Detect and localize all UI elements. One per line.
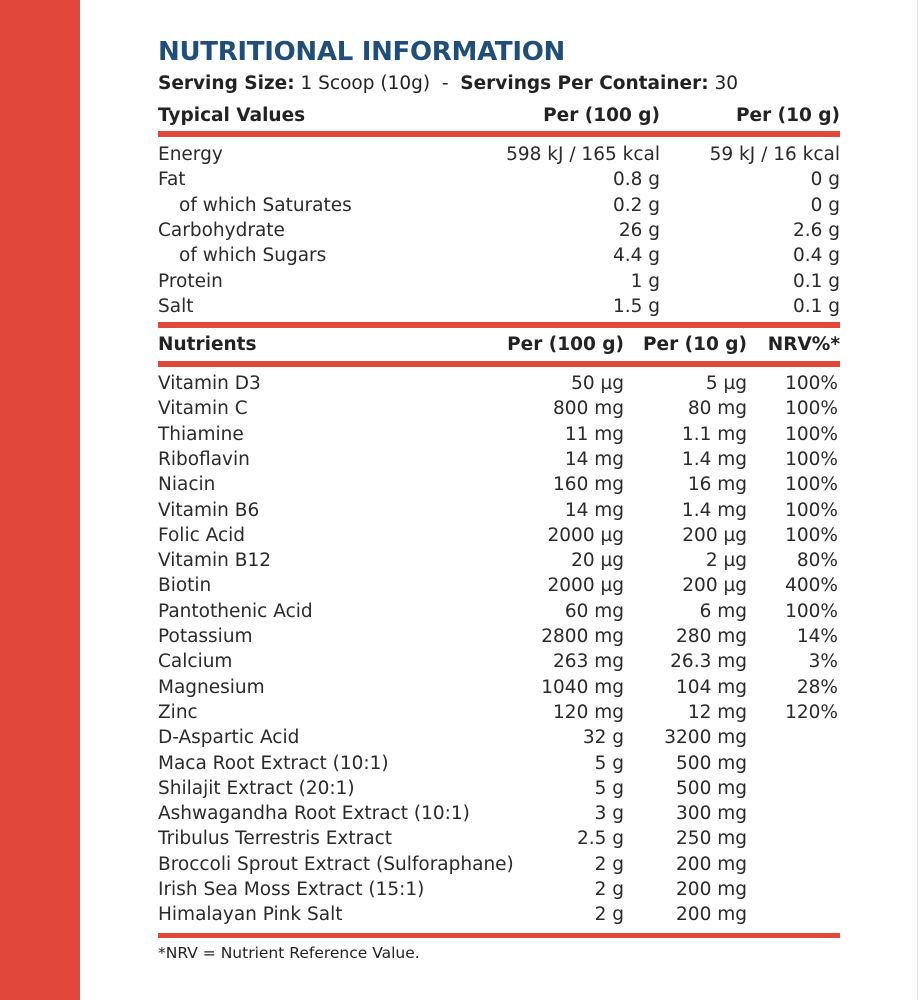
nrv-value: 100% [785,474,838,496]
nrv-value: 100% [785,373,838,394]
table-row [158,649,840,674]
nutrient-name: Irish Sea Moss Extract (15:1) [158,879,425,900]
serving-separator: - [441,73,449,94]
nrv-value: 100% [785,524,838,546]
per-10g-value: 280 mg [676,626,747,647]
nrv-footnote: *NRV = Nutrient Reference Value. [158,944,420,962]
table-row [158,422,840,447]
per-10g-value: 200 µg [682,524,747,546]
per-100g-value: 0.2 g [612,194,660,216]
per-10g-value: 26.3 mg [670,651,747,673]
per-10g-value: 0.4 g [792,245,840,267]
nrv-value: 28% [796,676,838,698]
typical-per-10g-heading: Per (10 g) [735,105,840,126]
nutrient-name: Protein [158,270,223,292]
per-10g-value: 1.1 mg [681,423,747,445]
table-row [158,472,840,497]
per-100g-value: 2800 mg [541,626,624,647]
table-row [158,167,840,192]
table-row [158,801,840,826]
per-10g-value: 59 kJ / 16 kcal [709,144,840,165]
per-100g-value: 120 mg [553,701,624,723]
nutrient-name: Shilajit Extract (20:1) [158,777,355,799]
table-row [158,193,840,218]
per-10g-value: 6 mg [699,600,747,622]
nrv-value: 100% [785,423,838,445]
nutrients-end-rule [158,933,840,938]
per-10g-value: 80 mg [687,398,747,420]
table-row [158,548,840,573]
per-100g-value: 1.5 g [612,295,660,317]
nutrient-name: Broccoli Sprout Extract (Sulforaphane) [158,853,514,875]
per-10g-value: 0 g [810,194,840,216]
table-row [158,523,840,548]
per-100g-value: 2 g [594,904,624,926]
nrv-value: 100% [785,600,838,622]
nutrients-header [158,331,840,359]
per-100g-value: 800 mg [553,398,624,420]
nutrient-name: Biotin [158,575,212,597]
per-100g-value: 50 µg [571,373,624,394]
serving-size-label: Serving Size: [158,73,295,94]
nutrients-per-10g-heading: Per (10 g) [642,334,747,355]
per-10g-value: 2 µg [705,550,747,572]
nutrient-name: Niacin [158,474,216,496]
table-row [158,371,840,396]
per-100g-value: 14 mg [564,499,624,521]
table-row [158,396,840,421]
nutrient-name: Folic Acid [158,524,246,546]
nutrient-name: Himalayan Pink Salt [158,904,343,926]
table-row [158,142,840,167]
table-row [158,218,840,243]
table-row [158,599,840,624]
per-100g-value: 11 mg [564,423,624,445]
per-10g-value: 0.1 g [792,295,840,317]
per-100g-value: 14 mg [564,448,624,470]
nrv-value: 14% [796,626,838,647]
table-row [158,498,840,523]
nutrient-name: Zinc [158,701,198,723]
nutrient-name: Magnesium [158,676,265,698]
nutrient-name: Vitamin B6 [158,499,260,521]
table-row [158,826,840,851]
page-title: NUTRITIONAL INFORMATION [158,37,565,67]
per-100g-value: 160 mg [553,474,624,496]
nutrient-name: Pantothenic Acid [158,600,313,622]
nrv-value: 400% [785,575,838,597]
nrv-value: 3% [808,651,838,673]
typical-values-heading: Typical Values [158,105,306,126]
per-100g-value: 5 g [594,752,624,774]
per-100g-value: 2000 µg [547,524,624,546]
red-side-band [0,0,80,1000]
per-100g-value: 598 kJ / 165 kcal [506,144,660,165]
per-100g-value: 263 mg [553,651,624,673]
per-10g-value: 500 mg [676,752,747,774]
right-edge-line [917,0,918,1000]
per-10g-value: 200 mg [676,879,747,900]
per-100g-value: 2 g [594,853,624,875]
per-100g-value: 1040 mg [541,676,624,698]
nutrient-name: Ashwagandha Root Extract (10:1) [158,803,470,825]
table-row [158,852,840,877]
per-100g-value: 2.5 g [576,828,624,850]
table-row [158,243,840,268]
table-row [158,624,840,649]
nutrient-name: Tribulus Terrestris Extract [158,828,392,850]
table-row [158,776,840,801]
per-100g-value: 5 g [594,777,624,799]
nrv-value: 100% [785,398,838,420]
table-row [158,725,840,750]
nutrients-per-100g-heading: Per (100 g) [507,334,624,355]
per-10g-value: 16 mg [687,474,747,496]
nutrient-name: Calcium [158,651,233,673]
per-100g-value: 20 µg [571,550,624,572]
per-10g-value: 12 mg [687,701,747,723]
per-100g-value: 2 g [594,879,624,900]
nutrient-name: Thiamine [158,423,244,445]
nutrient-name: Carbohydrate [158,219,285,241]
per-10g-value: 3200 mg [664,727,747,749]
per-10g-value: 300 mg [676,803,747,825]
per-10g-value: 200 µg [682,575,747,597]
servings-per-container-value: 30 [714,73,739,94]
nrv-value: 100% [785,499,838,521]
nutrient-name: Fat [158,169,186,191]
per-100g-value: 1 g [630,270,660,292]
table-row [158,294,840,319]
typical-end-rule [158,322,840,328]
typical-per-100g-heading: Per (100 g) [543,105,660,126]
per-10g-value: 2.6 g [792,219,840,241]
per-100g-value: 32 g [582,727,624,749]
per-10g-value: 1.4 mg [681,499,747,521]
per-10g-value: 500 mg [676,777,747,799]
typical-header-rule [158,131,840,137]
per-100g-value: 0.8 g [612,169,660,191]
nutrient-name: Potassium [158,626,253,647]
nutrient-name: Maca Root Extract (10:1) [158,752,389,774]
nutrient-name: Vitamin C [158,398,248,420]
nrv-value: 100% [785,448,838,470]
table-row [158,700,840,725]
nutrient-name: Vitamin D3 [158,373,261,394]
nrv-percent-heading: NRV%* [767,334,840,355]
table-row [158,269,840,294]
nrv-value: 120% [785,701,838,723]
serving-size-value: 1 Scoop (10g) [300,73,431,94]
nrv-value: 80% [796,550,838,572]
per-100g-value: 3 g [594,803,624,825]
per-10g-value: 1.4 mg [681,448,747,470]
nutrients-heading: Nutrients [158,334,257,355]
nutrient-name: Salt [158,295,194,317]
per-10g-value: 250 mg [676,828,747,850]
per-10g-value: 0 g [810,169,840,191]
per-10g-value: 200 mg [676,853,747,875]
table-row [158,902,840,927]
serving-info [158,71,738,97]
table-row [158,751,840,776]
typical-values-header [158,102,840,130]
per-100g-value: 4.4 g [612,245,660,267]
per-10g-value: 200 mg [676,904,747,926]
servings-per-container-label: Servings Per Container: [460,73,709,94]
nutrient-name: D-Aspartic Acid [158,727,300,749]
nutrient-name: of which Saturates [179,194,352,216]
per-100g-value: 26 g [618,219,660,241]
table-row [158,877,840,902]
per-10g-value: 5 µg [705,373,747,394]
nutrients-header-rule [158,361,840,367]
nutrient-name: of which Sugars [179,245,327,267]
table-row [158,573,840,598]
per-100g-value: 2000 µg [547,575,624,597]
per-100g-value: 60 mg [564,600,624,622]
per-10g-value: 104 mg [676,676,747,698]
table-row [158,675,840,700]
nutrient-name: Riboflavin [158,448,250,470]
per-10g-value: 0.1 g [792,270,840,292]
table-row [158,447,840,472]
nutrient-name: Energy [158,144,223,165]
nutrient-name: Vitamin B12 [158,550,271,572]
